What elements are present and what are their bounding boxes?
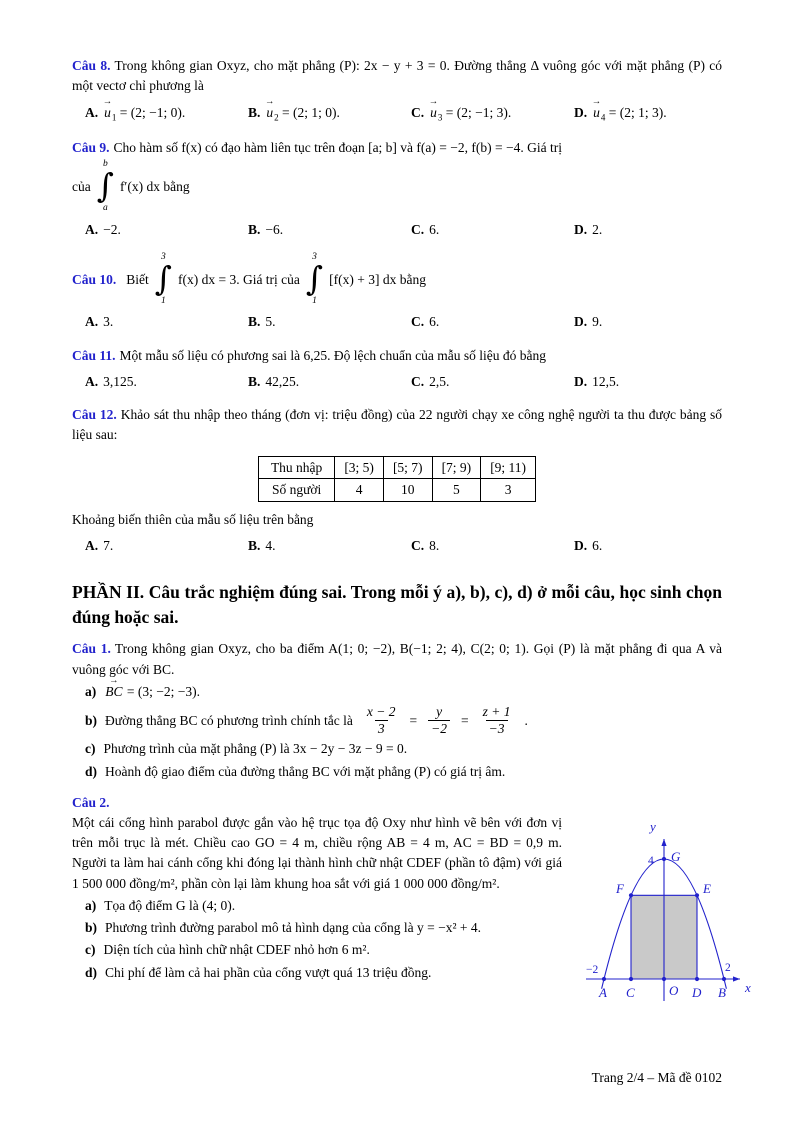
- p2q1-item-b: b) Đường thẳng BC có phương trình chính tắc là $\frac{x - 2}{3}$ = $\frac{y}{-2}$ = $\frac{z + 1}{-3}$ .: [85, 704, 528, 737]
- label-x-axis: x: [745, 979, 751, 995]
- question-9-options: [72, 220, 722, 240]
- question-12-label: Câu 12.: [72, 407, 117, 423]
- fraction-x: $\frac{x - 2}{3}$: [366, 704, 396, 737]
- question-8-label: Câu 8.: [72, 58, 111, 73]
- option-a: A. → $u_1 = (2$; −1; 0).: [85, 103, 248, 125]
- option-a: A. 3,125.: [85, 373, 137, 389]
- part2-question-1: [72, 639, 722, 782]
- table-header-count: Số người: [258, 479, 334, 502]
- tick-2: 2: [725, 961, 731, 974]
- option-a: A. 7.: [85, 538, 114, 554]
- integral-symbol: ∫: [154, 259, 172, 299]
- question-12-options: [72, 536, 722, 556]
- question-8: [72, 56, 722, 125]
- question-10-options: [72, 312, 722, 332]
- option-b: B. −6.: [248, 221, 284, 237]
- question-12: [72, 405, 722, 556]
- label-A: A: [599, 984, 607, 1000]
- question-8-text: Câu 8. Trong không gian Oxyz, cho mặt phẳng (P): 2x − y + 3 = 0. Đường thẳng Δ vuông góc với mặt phẳng (P) có một vectơ chỉ phương là: [72, 58, 722, 94]
- question-11-options: [72, 372, 722, 392]
- frequency-table: [258, 456, 536, 502]
- fraction-z: $\frac{z + 1}{-3}$: [482, 704, 511, 737]
- item-a-content: → BC = (3; −2; −3).: [104, 682, 200, 702]
- table-header-income: Thu nhập: [258, 456, 334, 479]
- point-D: [695, 977, 699, 981]
- option-c: C. 2,5.: [411, 373, 450, 389]
- question-8-options: [72, 103, 722, 125]
- option-c: C. 6.: [411, 314, 440, 330]
- question-9: [72, 138, 722, 240]
- option-d: D. 9.: [574, 314, 603, 330]
- option-d: D. 6.: [574, 538, 603, 554]
- label-E: E: [703, 880, 711, 896]
- p2q2-body: [72, 813, 751, 1012]
- fraction-y: $\frac{y}{-2}$: [428, 704, 450, 737]
- parabola-gate-svg: [572, 813, 767, 1008]
- integral-symbol: ∫: [96, 166, 114, 206]
- table-row: [258, 479, 535, 502]
- page-footer: Trang 2/4 – Mã đề 0102: [591, 1070, 722, 1085]
- x-axis-arrow-icon: [733, 976, 740, 981]
- p2q1-item-a: a) → BC = (3; −2; −3).: [85, 682, 722, 702]
- question-10-label: Câu 10.: [72, 271, 117, 287]
- p2q1-label: Câu 1.: [72, 641, 111, 657]
- integral-1-to-3: 3 ∫ 1: [305, 251, 324, 306]
- tick-minus2: −2: [586, 963, 599, 976]
- integral-1-to-3: 3 ∫ 1: [154, 251, 172, 306]
- label-O: O: [669, 982, 679, 998]
- p2q2-item-c: c) Diện tích của hình chữ nhật CDEF nhỏ hơn 6 m².: [85, 942, 370, 958]
- p2q2-text-column: [72, 813, 562, 1012]
- point-C: [629, 977, 633, 981]
- vector-u1: → u: [103, 103, 112, 123]
- p2q2-label: Câu 2.: [72, 794, 110, 810]
- table-cell: 5: [432, 479, 481, 502]
- option-c: C. 6.: [411, 221, 440, 237]
- table-cell: [7; 9): [432, 456, 481, 479]
- question-10: [72, 253, 722, 333]
- table-cell: [3; 5): [335, 456, 384, 479]
- point-O: [662, 977, 666, 981]
- option-c: C. 8.: [411, 538, 440, 554]
- p2q2-item-a: a) Tọa độ điểm G là (4; 0).: [85, 897, 236, 913]
- point-G: [662, 857, 666, 861]
- p2q2-item-b: b) Phương trình đường parabol mô tả hình dạng của cổng là y = −x² + 4.: [85, 920, 482, 936]
- table-row: [258, 456, 535, 479]
- label-F: F: [616, 880, 624, 896]
- point-B: [722, 977, 726, 981]
- question-11-label: Câu 11.: [72, 347, 116, 363]
- option-b: B. → $u_2 = (2$; 1; 0).: [248, 103, 411, 125]
- vector-BC: → BC: [104, 682, 123, 702]
- vector-u4: → u: [592, 103, 601, 123]
- table-cell: 10: [383, 479, 432, 502]
- option-d: D. 2.: [574, 221, 603, 237]
- vector-u3: → u: [429, 103, 438, 123]
- label-D: D: [692, 984, 702, 1000]
- question-9-label: Câu 9.: [72, 139, 110, 155]
- option-c: C. → $u_3 = (2$; −1; 3).: [411, 103, 574, 125]
- p2q2-item-d: d) Chi phí để làm cả hai phần của cổng vượt quá 13 triệu đồng.: [85, 964, 432, 980]
- question-12-text2: Khoảng biến thiên của mẫu số liệu trên bằng: [72, 511, 314, 527]
- point-E: [695, 893, 699, 897]
- question-12-text: Câu 12. Khảo sát thu nhập theo tháng (đơn vị: triệu đồng) của 22 người chạy xe công nghệ người ta thu được bảng số liệu sau:: [72, 407, 722, 443]
- table-cell: 4: [335, 479, 384, 502]
- option-d: D. → $u_4 = (2$; 1; 3).: [574, 103, 735, 125]
- question-9-integral-line: của b ∫ a f′(x) dx bằng: [72, 158, 190, 214]
- label-C: C: [626, 984, 635, 1000]
- question-11: [72, 346, 722, 393]
- y-axis-arrow-icon: [661, 839, 666, 846]
- option-b: B. 42,25.: [248, 373, 300, 389]
- table-cell: 3: [481, 479, 536, 502]
- page-content: [72, 56, 751, 1025]
- label-G: G: [671, 848, 681, 864]
- table-cell: [9; 11): [481, 456, 536, 479]
- label-B: B: [718, 984, 726, 1000]
- question-11-text: Câu 11. Một mẫu số liệu có phương sai là 6,25. Độ lệch chuẩn của mẫu số liệu đó bằng: [72, 347, 547, 363]
- parabola-figure: [572, 813, 767, 1012]
- option-b: B. 5.: [248, 314, 276, 330]
- label-y-axis: y: [650, 818, 656, 834]
- p2q1-text: Câu 1. Trong không gian Oxyz, cho ba điểm A(1; 0; −2), B(−1; 2; 4), C(2; 0; 1). Gọi (P) là mặt phẳng đi qua A và vuông góc với BC.: [72, 641, 722, 677]
- point-F: [629, 893, 633, 897]
- question-10-line: Câu 10. Biết 3 ∫ 1 f(x) dx = 3. Giá trị của 3 ∫ 1 [f(x) + 3] dx bằng: [72, 251, 426, 306]
- integral-a-to-b: b ∫ a: [96, 158, 114, 214]
- option-d: D. 12,5.: [574, 373, 620, 389]
- question-9-text: Câu 9. Cho hàm số f(x) có đạo hàm liên tục trên đoạn [a; b] và f(a) = −2, f(b) = −4. Giá trị: [72, 139, 562, 155]
- option-a: A. −2.: [85, 221, 121, 237]
- option-a: A. 3.: [85, 314, 114, 330]
- part2-heading: PHẦN II. Câu trắc nghiệm đúng sai. Trong mỗi ý a), b), c), d) ở mỗi câu, học sinh chọn đúng hoặc sai.: [72, 582, 722, 627]
- p2q2-text: Một cái cổng hình parabol được gắn vào hệ trục tọa độ Oxy như hình vẽ bên với đơn vị trên mỗi trục là mét. Chiều cao GO = 4 m, chiều rộng AB = 4 m, AC = BD = 0,9 m. Người ta làm hai cánh cổng khi đóng lại thành hình chữ nhật CDEF (phần tô đậm) với giá 1 500 000 đồng/m², phần còn lại làm khung hoa sắt với giá 1 000 000 đồng/m².: [72, 814, 562, 891]
- p2q1-item-c: c) Phương trình của mặt phẳng (P) là 3x − 2y − 3z − 9 = 0.: [85, 741, 408, 757]
- point-A: [602, 977, 606, 981]
- table-cell: [5; 7): [383, 456, 432, 479]
- p2q1-item-d: d) Hoành độ giao điểm của đường thẳng BC với mặt phẳng (P) có giá trị âm.: [85, 763, 506, 779]
- tick-4: 4: [648, 854, 654, 867]
- p2q2-label-line: [72, 795, 722, 811]
- part2-question-2: [72, 794, 751, 1012]
- option-b: B. 4.: [248, 538, 276, 554]
- vector-u2: → u: [265, 103, 274, 123]
- integral-symbol: ∫: [305, 259, 324, 299]
